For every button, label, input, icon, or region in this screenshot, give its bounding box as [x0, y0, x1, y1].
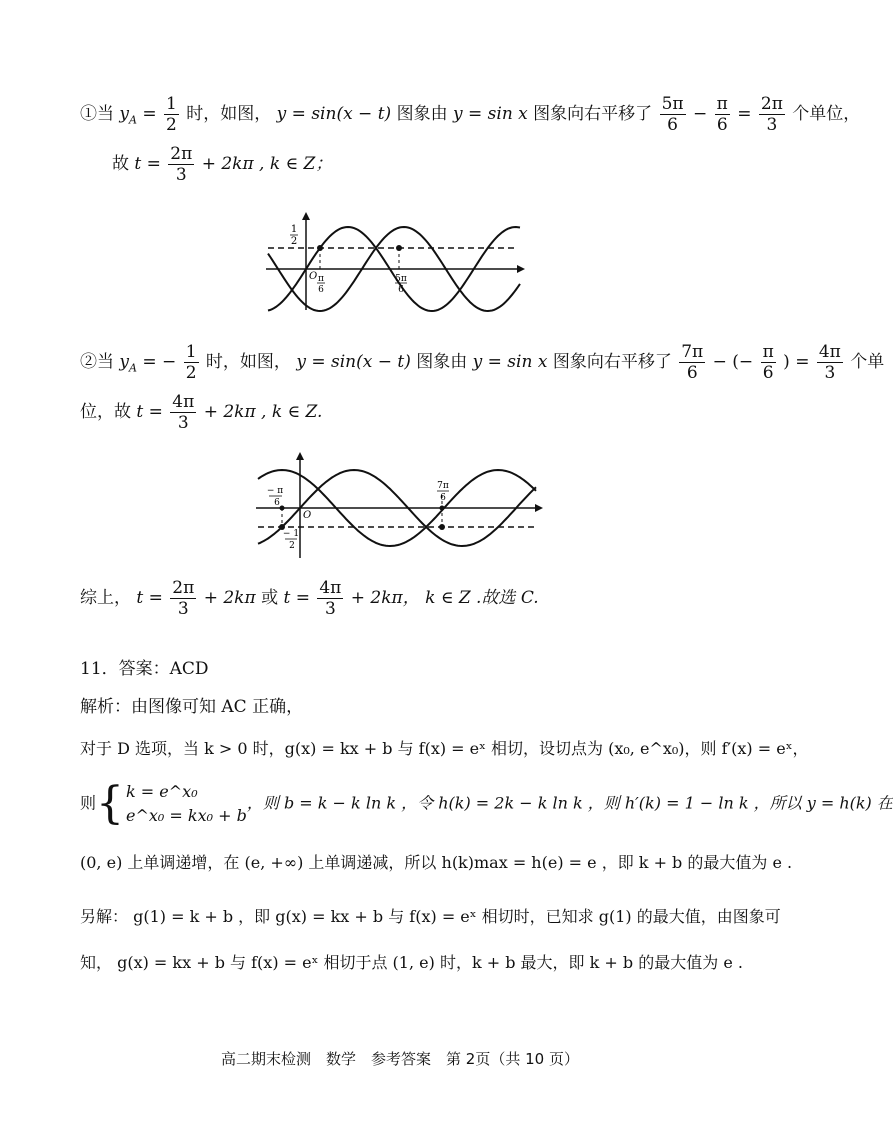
case1-eq: =: [142, 104, 157, 124]
summary-t2-rest: + 2kπ，: [350, 588, 420, 608]
q11-sys-row1: k = e^x₀: [126, 782, 198, 801]
graph2-label-neg-pi6-num: − π: [266, 486, 284, 496]
case1-frac-2pi3: $\frac{2\pi}{3}$: [760, 94, 783, 135]
summary-line: [80, 578, 539, 619]
case2-fn-shift: y = sin(x − t): [296, 352, 411, 372]
graph2-label-neg-half-num: − 1: [282, 529, 300, 539]
summary-t1-frac: $\frac{2\pi}{3}$: [172, 578, 195, 619]
case2-eq: = −: [142, 352, 177, 372]
graph2-y-arrow: [296, 452, 304, 460]
case2-t-rest: + 2kπ , k ∈ Z.: [203, 402, 323, 422]
case1-minus: −: [692, 104, 708, 124]
case2-t-frac: $\frac{4\pi}{3}$: [172, 392, 195, 433]
q11-sys-row2: e^x₀ = kx₀ + b: [126, 806, 247, 825]
q11-system: [126, 780, 247, 828]
case2-marker: ②当: [80, 352, 114, 372]
case1-text-a: 时，如图，: [186, 104, 272, 124]
case2-frac-7pi6: $\frac{7\pi}{6}$: [681, 342, 704, 383]
case1-fn-base: y = sin x: [453, 104, 528, 124]
case1-fn-shift: y = sin(x − t): [276, 104, 392, 124]
graph2-x-arrow: [535, 504, 543, 512]
case1-marker: ①当: [80, 104, 114, 124]
graph1-label-half-den: 2: [290, 236, 298, 247]
summary-t1-label: t =: [136, 588, 163, 608]
q11-alt2: 知， g(x) = kx + b 与 f(x) = eˣ 相切于点 (1, e) 时，k + b 最大，即 k + b 的最大值为 e .: [80, 953, 743, 972]
q11-analysis: 解析：由图像可知 AC 正确，: [80, 697, 304, 717]
summary-t1-rest: + 2kπ: [203, 588, 256, 608]
case2-frac-4pi3: $\frac{4\pi}{3}$: [818, 342, 841, 383]
case1-text-d: 个单位，: [792, 104, 861, 124]
case1-half: $\frac{1}{2}$: [166, 94, 177, 135]
summary-t2-label: t =: [283, 588, 310, 608]
q11-answer: 11．答案：ACD: [80, 659, 209, 679]
graph1-label-5pi6-den: 6: [398, 285, 404, 295]
q11-line-d: 对于 D 选项，当 k > 0 时，g(x) = kx + b 与 f(x) = eˣ 相切，设切点为 (x₀, e^x₀)，则 f′(x) = eˣ，: [80, 739, 809, 758]
case1-ya: $y_A$: [119, 104, 137, 127]
case2-text-c: 图象向右平移了: [552, 352, 672, 372]
case2-t-label: t =: [136, 402, 163, 422]
graph2-label-origin: O: [303, 510, 312, 521]
q11-then-rest: ，则 b = k − k ln k ，令 h(k) = 2k − k ln k ，则 h′(k) = 1 − ln k ，所以 y = h(k) 在: [246, 793, 893, 813]
case2-line1: [80, 342, 884, 383]
graph2-label-7pi6-num: 7π: [437, 481, 449, 491]
summary-prefix: 综上，: [80, 588, 131, 608]
case2-ya: $y_A$: [119, 352, 137, 375]
graph2-label-neg-half-den: 2: [289, 541, 295, 551]
graph1-label-pi6-num: π: [318, 274, 324, 284]
graph1-label-5pi6-num: 5π: [395, 274, 407, 284]
case2-text-a: 时，如图，: [205, 352, 291, 372]
case2-half: $\frac{1}{2}$: [185, 342, 197, 383]
q11-system-line: [80, 780, 893, 828]
case1-conclusion: [112, 144, 332, 185]
graph2-label-7pi6-den: 6: [440, 493, 446, 503]
case2-minus: − (−: [712, 352, 754, 372]
case1-t-label: t =: [134, 154, 161, 174]
graph1-x-arrow: [517, 265, 525, 273]
case2-conclusion: [80, 392, 322, 433]
case2-fn-base: y = sin x: [472, 352, 548, 372]
graph1-y-arrow: [302, 212, 310, 220]
graph1-label-half-num: 1: [290, 224, 298, 235]
case2-frac-pi6: $\frac{\pi}{6}$: [762, 342, 774, 383]
case2-text-d: 个单: [850, 352, 885, 372]
q11-mono: (0, e) 上单调递增，在 (e, +∞) 上单调递减，所以 h(k)max = h(e) = e ，即 k + b 的最大值为 e .: [80, 853, 793, 872]
case1-t-rest: + 2kπ , k ∈ Z；: [201, 154, 333, 174]
summary-t2-frac: $\frac{4\pi}{3}$: [319, 578, 342, 619]
q11-brace: {: [96, 778, 125, 829]
case1-t-frac: $\frac{2\pi}{3}$: [170, 144, 193, 185]
graph1-label-pi6-den: 6: [318, 285, 324, 295]
case1-conclusion-prefix: 故: [112, 154, 129, 174]
page-footer: 高二期末检测 数学 参考答案 第 2页（共 10 页）: [221, 1050, 579, 1068]
case1-frac-pi6: $\frac{\pi}{6}$: [716, 94, 728, 135]
graph2: [252, 450, 552, 560]
case1-text-c: 图象向右平移了: [533, 104, 653, 124]
case1-line1: ①当 $y_A$ = $\frac{1}{2}$ 时，如图， y = sin(x − t) 图象由 y = sin x 图象向右平移了 $\frac{5\pi}{6}$ − $\frac{\pi}{6}$ = $\frac{2\pi}{3}$ 个单位，: [80, 94, 861, 135]
q11-then-prefix: 则: [80, 793, 97, 813]
case2-close: ) =: [783, 352, 810, 372]
graph2-label-neg-pi6-den: 6: [274, 498, 280, 508]
graph1: [262, 210, 532, 314]
graph1-label-origin: O: [309, 271, 318, 282]
case1-text-b: 图象由: [396, 104, 448, 124]
q11-alt1: 另解： g(1) = k + b ，即 g(x) = kx + b 与 f(x) = eˣ 相切时，已知求 g(1) 的最大值，由图象可: [80, 907, 781, 926]
case2-line2-prefix: 位，故: [80, 402, 131, 422]
summary-or: 或: [261, 588, 279, 608]
case1-frac-5pi6: $\frac{5\pi}{6}$: [661, 94, 684, 135]
summary-tail: k ∈ Z .故选 C.: [425, 588, 539, 608]
case2-text-b: 图象由: [416, 352, 468, 372]
